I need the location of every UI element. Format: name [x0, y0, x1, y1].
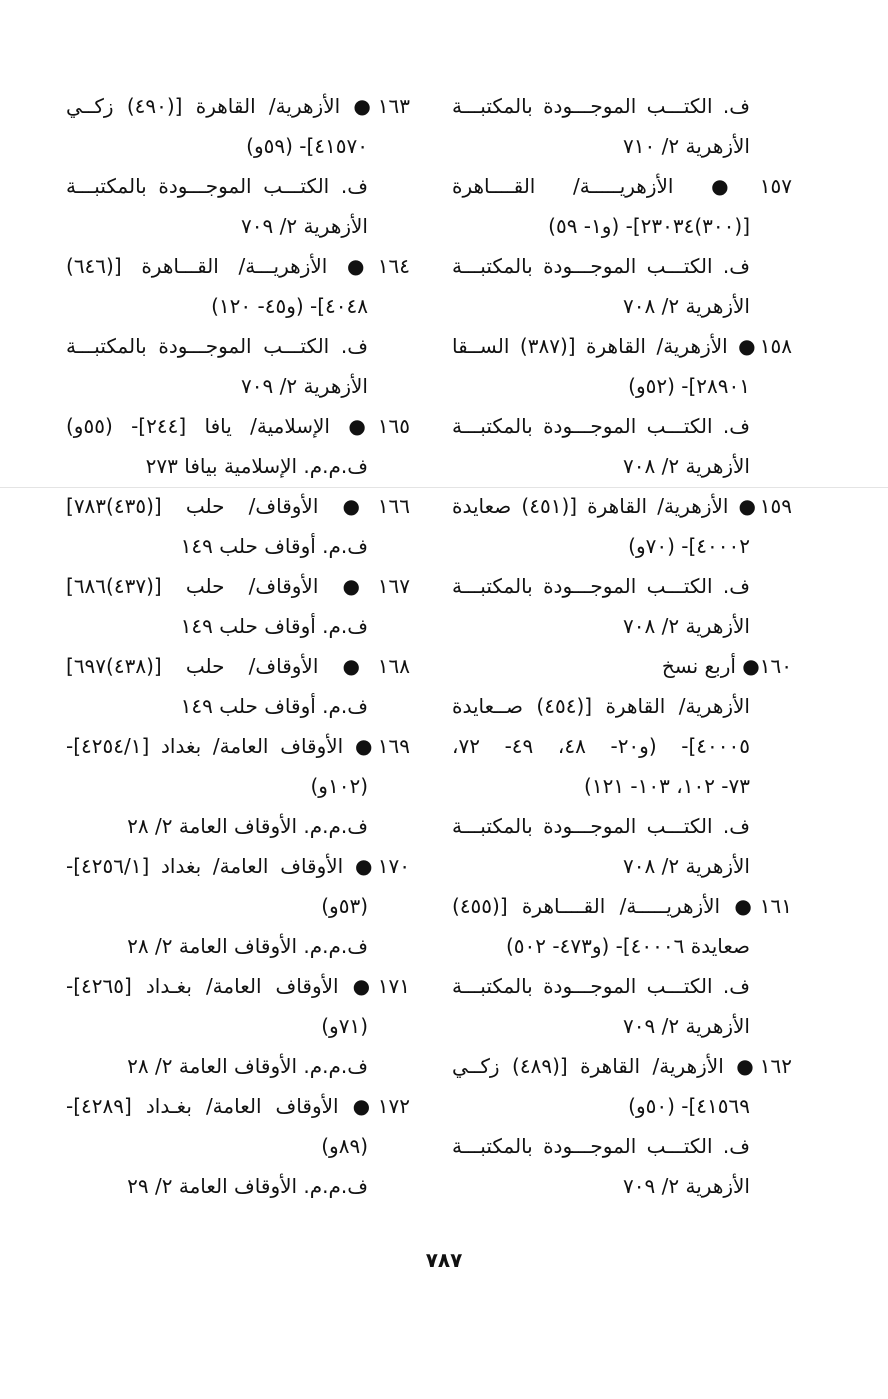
entry-line: [(٣٠٠)٢٣٠٣٤]- (و١- ٥٩) [548, 214, 750, 238]
entry-line: ١٧١● الأوقاف العامة/ بغـداد [٤٢٦٥]- [66, 974, 410, 998]
entry-line: ف.م.م. الأوقاف العامة ٢/ ٢٩ [127, 1174, 368, 1198]
entry-line: الأزهرية ٢/ ٧٠٨ [623, 454, 750, 478]
entry-line: ف.م. أوقاف حلب ١٤٩ [180, 694, 368, 718]
entry-line: ٤٠٤٨]- (و٤٥- ١٢٠) [211, 294, 368, 318]
entry-line: الأزهرية ٢/ ٧٠٩ [623, 1014, 750, 1038]
entry-line: (١٠٢و) [310, 774, 368, 798]
entry-line: الأزهرية ٢/ ٧٠٨ [623, 854, 750, 878]
entry-line: الأزهرية ٢/ ٧٠٩ [623, 1174, 750, 1198]
entry-line: ف. الكتـــب الموجـــودة بالمكتبـــة [452, 974, 750, 998]
entry-line: ١٥٨● الأزهرية/ القاهرة [(٣٨٧) الســقا [452, 334, 792, 358]
entry-line: ف. الكتـــب الموجـــودة بالمكتبـــة [66, 334, 368, 358]
entry-line: ف.م. أوقاف حلب ١٤٩ [180, 614, 368, 638]
entry-line: ٤٠٠٠٢]- (٧٠و) [628, 534, 750, 558]
entry-line: (٥٣و) [321, 894, 368, 918]
entry-line: ف.م. أوقاف حلب ١٤٩ [180, 534, 368, 558]
entry-line: ٢٨٩٠١]- (٥٢و) [628, 374, 750, 398]
entry-line: ٤١٥٦٩]- (٥٠و) [628, 1094, 750, 1118]
entry-line: ف.م.م. الإسلامية بيافا ٢٧٣ [145, 454, 368, 478]
entry-line: ١٦٤● الأزهريـــة/ القـــاهرة [(٦٤٦) [66, 254, 410, 278]
entry-line: ١٦٨● الأوقاف/ حلب [(٤٣٨)٦٩٧] [66, 654, 410, 678]
entry-line: الأزهرية/ القاهرة [(٤٥٤) صــعايدة [452, 694, 750, 718]
entry-line: ف. الكتـــب الموجـــودة بالمكتبـــة [452, 814, 750, 838]
entry-line: ٤٠٠٠٥]- (و٢٠- ٤٨، ٤٩- ٧٢، [452, 734, 750, 758]
entry-line: الأزهرية ٢/ ٧١٠ [623, 134, 750, 158]
entry-line: (٧١و) [321, 1014, 368, 1038]
entry-line: ١٦٣● الأزهرية/ القاهرة [(٤٩٠) زكــي [66, 94, 411, 118]
page-number: ٧٨٧ [425, 1248, 463, 1272]
entry-line: ١٦٥● الإسلامية/ يافا [٢٤٤]- (٥٥و) [66, 414, 410, 438]
entry-line: ١٦١● الأزهريـــــة/ القــــاهرة [(٤٥٥) [452, 894, 792, 918]
entry-line: الأزهرية ٢/ ٧٠٨ [623, 614, 750, 638]
entry-line: ف.م.م. الأوقاف العامة ٢/ ٢٨ [127, 814, 368, 838]
entry-line: ١٧٠● الأوقاف العامة/ بغداد [٤٢٥٦/١]- [66, 854, 410, 878]
entry-line: ١٧٢● الأوقاف العامة/ بغـداد [٤٢٨٩]- [66, 1094, 410, 1118]
entry-line: الأزهرية ٢/ ٧٠٨ [623, 294, 750, 318]
right-column [452, 86, 792, 1206]
entry-line: صعايدة ٤٠٠٠٦]- (و٤٧٣- ٥٠٢) [505, 934, 750, 958]
entry-line: الأزهرية ٢/ ٧٠٩ [241, 374, 368, 398]
entry-line: ١٦٧● الأوقاف/ حلب [(٤٣٧)٦٨٦] [66, 574, 410, 598]
entry-line: الأزهرية ٢/ ٧٠٩ [241, 214, 368, 238]
entry-line: ١٥٧● الأزهريـــــة/ القــــاهرة [452, 174, 792, 198]
entry-line: ١٦٢● الأزهرية/ القاهرة [(٤٨٩) زكــي [452, 1054, 793, 1078]
entry-line: ف. الكتـــب الموجـــودة بالمكتبـــة [452, 574, 750, 598]
entry-line: (٨٩و) [321, 1134, 368, 1158]
left-column [66, 86, 410, 1206]
entry-line: ف.م.م. الأوقاف العامة ٢/ ٢٨ [127, 934, 368, 958]
entry-line: ف. الكتـــب الموجـــودة بالمكتبـــة [452, 1134, 750, 1158]
entry-line: ف.م.م. الأوقاف العامة ٢/ ٢٨ [127, 1054, 368, 1078]
entry-line: ف. الكتـــب الموجـــودة بالمكتبـــة [452, 254, 750, 278]
entry-line: ١٦٠● أربع نسخ [661, 654, 792, 678]
entry-line: ١٦٩● الأوقاف العامة/ بغداد [٤٢٥٤/١]- [66, 734, 410, 758]
entry-line: ٤١٥٧٠]- (٥٩و) [246, 134, 368, 158]
entry-line: ١٥٩● الأزهرية/ القاهرة [(٤٥١) صعايدة [452, 494, 793, 518]
entry-line: ف. الكتـــب الموجـــودة بالمكتبـــة [452, 94, 750, 118]
entry-line: ٧٣- ١٠٢، ١٠٣- ١٢١) [584, 774, 750, 798]
entry-line: ف. الكتـــب الموجـــودة بالمكتبـــة [452, 414, 750, 438]
entry-line: ف. الكتـــب الموجـــودة بالمكتبـــة [66, 174, 368, 198]
entry-line: ١٦٦● الأوقاف/ حلب [(٤٣٥)٧٨٣] [66, 494, 410, 518]
